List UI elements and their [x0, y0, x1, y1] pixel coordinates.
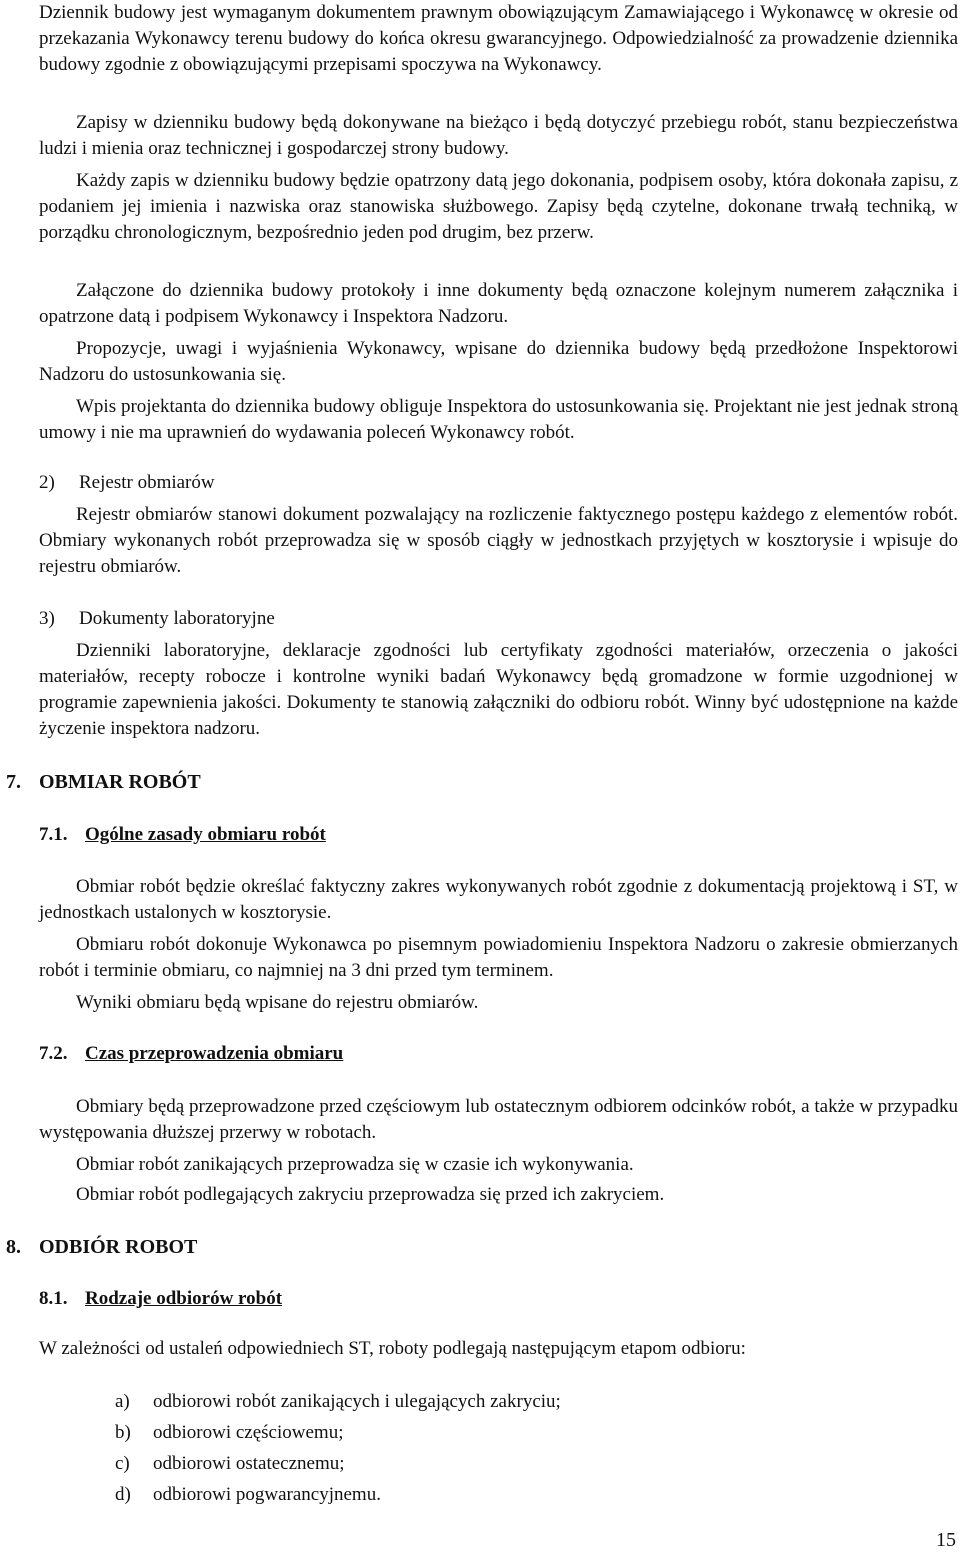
paragraph-vanishing-works: Obmiar robót zanikających przeprowadza się w czasie ich wykonywania. — [76, 1154, 634, 1175]
subsection-number: 2) — [39, 472, 55, 493]
subsection-measurement-register — [39, 470, 215, 496]
section-title: OBMIAR ROBÓT — [39, 771, 201, 793]
paragraph-measurement-results: Wyniki obmiaru będą wpisane do rejestru obmiarów. — [76, 992, 479, 1013]
paragraph-lab-documents: Dzienniki laboratoryjne, deklaracje zgodności lub certyfikaty zgodności materiałów, orzeczenia o jakości materiałów, recepty robocze i kontrolne wyniki badań Wykonawcy będą gromadzone w formie uzgodnionej w programie zapewnienia jakości. Dokumenty te stanowią załączniki do odbioru robót. Winny być udostępnione na każde życzenie inspektora nadzoru. — [39, 640, 958, 739]
subsection-number: 3) — [39, 608, 55, 629]
subheading-8-1 — [39, 1286, 282, 1312]
list-item — [115, 1482, 381, 1508]
subsection-lab-documents — [39, 606, 275, 632]
paragraph-proposals: Propozycje, uwagi i wyjaśnienia Wykonawcy, wpisane do dziennika budowy będą przedłożone Inspektorowi Nadzoru do ustosunkowania się. — [39, 338, 958, 385]
paragraph-designer-entry: Wpis projektanta do dziennika budowy obliguje Inspektora do ustosunkowania się. Projektant nie jest jednak stroną umowy i nie ma uprawnień do wydawania poleceń Wykonawcy robót. — [39, 396, 958, 443]
list-text: odbiorowi częściowemu; — [153, 1422, 344, 1443]
section-number: 8. — [6, 1236, 21, 1258]
subheading-title: Ogólne zasady obmiaru robót — [85, 824, 326, 845]
list-item — [115, 1420, 343, 1446]
list-text: odbiorowi robót zanikających i ulegających zakryciu; — [153, 1391, 561, 1412]
list-label: d) — [115, 1484, 131, 1505]
section-number: 7. — [6, 771, 21, 793]
paragraph-register-description: Rejestr obmiarów stanowi dokument pozwalający na rozliczenie faktycznego postępu każdego z elementów robót. Obmiary wykonanych robót przeprowadza się w sposób ciągły w jednostkach przyjętych w kosztorysie i wpisuje do rejestru obmiarów. — [39, 504, 958, 577]
subheading-number: 7.2. — [39, 1043, 68, 1064]
list-label: c) — [115, 1453, 130, 1474]
paragraph-measurement-timing: Obmiary będą przeprowadzone przed częściowym lub ostatecznym odbiorem odcinków robót, a także w przypadku występowania dłuższej przerwy w robotach. — [39, 1096, 958, 1143]
subheading-number: 8.1. — [39, 1288, 68, 1309]
subheading-title: Czas przeprowadzenia obmiaru — [85, 1043, 344, 1064]
paragraph-covered-works: Obmiar robót podlegających zakryciu przeprowadza się przed ich zakryciem. — [76, 1184, 665, 1205]
list-label: a) — [115, 1391, 130, 1412]
paragraph-diary-entries: Zapisy w dzienniku budowy będą dokonywane na bieżąco i będą dotyczyć przebiegu robót, stanu bezpieczeństwa ludzi i mienia oraz technicznej i gospodarczej strony budowy. — [39, 112, 958, 159]
section-heading-7 — [6, 769, 201, 795]
paragraph-entry-format: Każdy zapis w dzienniku budowy będzie opatrzony datą jego dokonania, podpisem osoby, która dokonała zapisu, z podaniem jej imienia i nazwiska oraz stanowiska służbowego. Zapisy będą czytelne, dokonane trwałą techniką, w porządku chronologicznym, bezpośrednio jeden pod drugim, bez przerw. — [39, 170, 958, 243]
subheading-title: Rodzaje odbiorów robót — [85, 1288, 283, 1309]
subheading-7-2 — [39, 1041, 343, 1067]
list-text: odbiorowi pogwarancyjnemu. — [153, 1484, 381, 1505]
list-label: b) — [115, 1422, 131, 1443]
subheading-7-1 — [39, 822, 326, 848]
list-text: odbiorowi ostatecznemu; — [153, 1453, 345, 1474]
section-title: ODBIÓR ROBOT — [39, 1236, 198, 1258]
paragraph-diary-legal: Dziennik budowy jest wymaganym dokumentem prawnym obowiązującym Zamawiającego i Wykonawcę w okresie od przekazania Wykonawcy terenu budowy do końca okresu gwarancyjnego. Odpowiedzialność za prowadzenie dziennika budowy zgodnie z obowiązującymi przepisami spoczywa na Wykonawcy. — [39, 2, 958, 75]
list-item — [115, 1451, 345, 1477]
section-heading-8 — [6, 1234, 197, 1260]
list-item — [115, 1389, 561, 1415]
subsection-title: Rejestr obmiarów — [79, 472, 215, 493]
paragraph-measurement-scope: Obmiar robót będzie określać faktyczny zakres wykonywanych robót zgodnie z dokumentacją projektową i ST, w jednostkach ustalonych w kosztorysie. — [39, 876, 958, 923]
paragraph-acceptance-stages: W zależności od ustaleń odpowiedniech ST, roboty podlegają następującym etapom odbioru: — [39, 1338, 746, 1359]
subheading-number: 7.1. — [39, 824, 68, 845]
subsection-title: Dokumenty laboratoryjne — [79, 608, 275, 629]
page-number: 15 — [936, 1529, 956, 1551]
paragraph-measurement-notice: Obmiaru robót dokonuje Wykonawca po pisemnym powiadomieniu Inspektora Nadzoru o zakresie obmierzanych robót i terminie obmiaru, co najmniej na 3 dni przed tym terminem. — [39, 934, 958, 981]
paragraph-attachments: Załączone do dziennika budowy protokoły i inne dokumenty będą oznaczone kolejnym numerem załącznika i opatrzone datą i podpisem Wykonawcy i Inspektora Nadzoru. — [39, 280, 958, 327]
